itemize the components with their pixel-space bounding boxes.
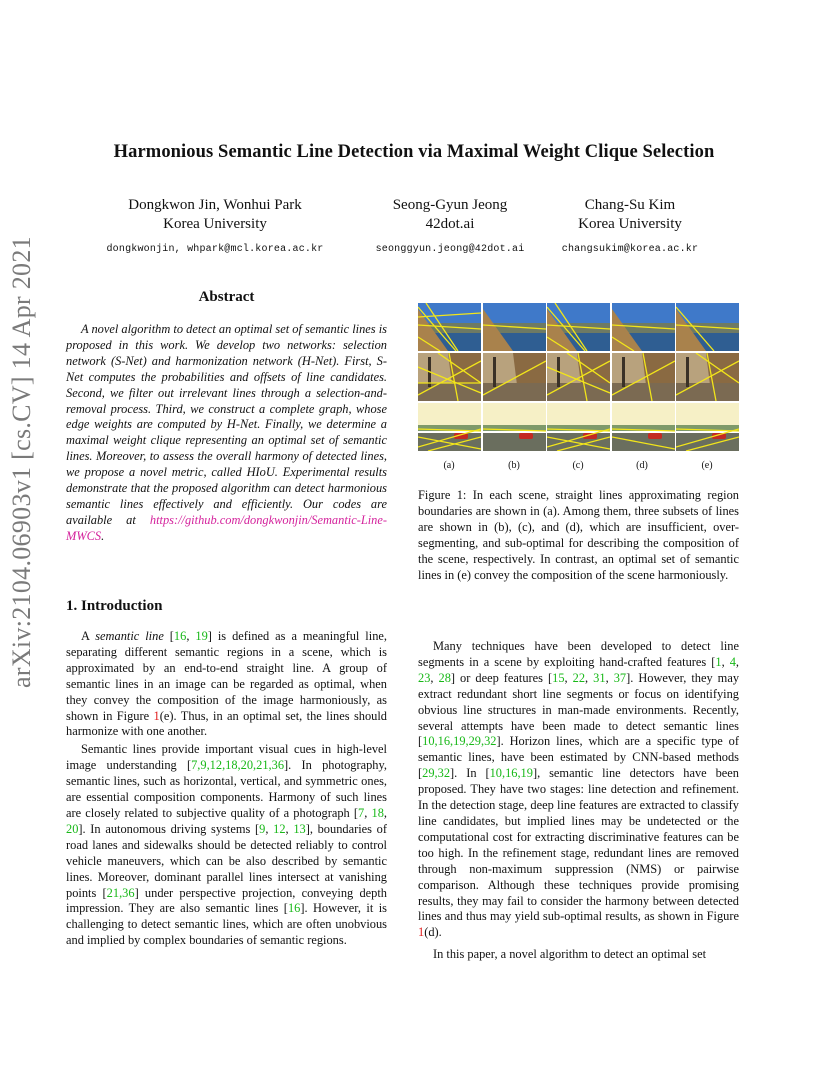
author-affiliation: 42dot.ai [425,216,475,232]
citation-link[interactable]: 7 [358,805,365,820]
figure-label-c: (c) [572,460,584,471]
citation-link[interactable]: 22 [572,670,586,685]
citation-link[interactable]: 37 [613,670,627,685]
citation-link[interactable]: 7,9,12,18,20,21,36 [191,758,285,773]
citation-link[interactable]: 12 [273,821,286,836]
author-email: dongkwonjin, whpark@mcl.korea.ac.kr [106,244,324,255]
figure-image-bridge-b [483,353,546,401]
paper-title: Harmonious Semantic Line Detection via Maximal Weight Clique Selection [113,142,715,162]
citation-link[interactable]: 15 [552,670,565,685]
citation-link[interactable]: 10,16,19 [489,766,533,781]
figure-ref-link[interactable]: 1 [418,925,425,940]
author-email: seonggyun.jeong@42dot.ai [375,244,525,255]
figure-image-lake-c [547,303,610,351]
figure-image-lake-b [483,303,546,351]
figure-image-bridge-d [612,353,675,401]
author-names: Chang-Su Kim [584,197,676,213]
abstract-end: . [101,528,105,543]
citation-link[interactable]: 21,36 [106,885,135,900]
figure-label-b: (b) [508,460,520,471]
author-names: Seong-Gyun Jeong [392,197,508,213]
figure-image-road-b [483,403,546,451]
code-link[interactable]: https://github.com/dongkwonjin/Semantic-Line-MWCS [66,512,387,543]
right-paragraph-1: Many techniques have been developed to detect line segments in a scene by exploiting hand-crafted features [1, 4, 23, 28] or deep features [15, 22, 31, 37]. However, they may extract redundant short line segments or focus on identifying obvious line structures in man-made environments. Recently, several attempts have been made to detect semantic lines [10,16,19,29,32]. Horizon lines, which are a specific type of semantic lines, have been estimated by CNN-based methods [29,32]. In [10,16,19], semantic line detectors have been proposed. They have two stages: line detection and refinement. In the detection stage, deep line features are extracted to classify line candidates, but implied lines may be undetected or the computational cost for extracting discriminative features can be too high. In the refinement stage, redundant lines are removed through non-maximum suppression (NMS) or pairwise comparison. Although these techniques provide promising results, they may fail to consider the harmony between detected lines and thus may yield sub-optimal results, as shown in Figure 1(d). [418,639,740,940]
figure-image-bridge-e [676,353,739,401]
intro-paragraph-2: Semantic lines provide important visual cues in high-level image understanding [7,9,12,18,20,21,36]. In photography, semantic lines, such as horizontal, vertical, and symmetric ones, are essential composition components. Harmony of such lines are closely related to subjective quality of a photograph [7, 18, 20]. In autonomous driving systems [9, 12, 13], boundaries of road lanes and sidewalks should be detected reliably to control vehicle maneuvers, which can be also described by semantic lines. Moreover, dominant parallel lines intersect at vanishing points [21,36] under perspective projection, conveying depth impression. They are also semantic lines [16]. However, it is challenging to detect semantic lines, which are often unobvious and implied by complex boundaries of semantic regions. [66,742,387,948]
author-email: changsukim@korea.ac.kr [561,244,699,255]
figure-image-lake-e [676,303,739,351]
figure-image-road-c [547,403,610,451]
citation-link[interactable]: 16 [173,629,187,643]
author-block-2 [350,196,550,259]
intro-paragraph-1: A semantic line [16, 19] is defined as a meaningful line, separating different semantic regions in a scene, which is approximated by an end-to-end straight line. A group of semantic lines in an image can be regarded as optimal, when they convey the composition of the image harmoniously, as shown in Figure 1(e). Thus, in an optimal set, the lines should harmonize with one another. [66,629,388,739]
figure-label-e: (e) [701,460,713,471]
citation-link[interactable]: 28 [438,670,451,685]
abstract-body [66,322,387,545]
abstract-heading: Abstract [198,289,255,305]
citation-link[interactable]: 9 [259,821,266,836]
citation-link[interactable]: 18 [371,805,384,820]
author-affiliation: Korea University [163,216,267,232]
author-names: Dongkwon Jin, Wonhui Park [128,197,302,213]
figure-image-lake-d [612,303,675,351]
citation-link[interactable]: 4 [729,654,736,669]
author-block-3 [540,196,720,259]
right-paragraph-2: In this paper, a novel algorithm to detect an optimal set [433,947,707,962]
figure-image-bridge-a [418,353,481,401]
abstract-text: A novel algorithm to detect an optimal set of semantic lines is proposed in this work. We develop two networks: selection network (S-Net) and harmonization network (H-Net). First, S-Net computes the probabilities and offsets of line candidates. Second, we filter out irrelevant lines through a selection-and-removal process. Third, we construct a complete graph, whose edge weights are computed by H-Net. Finally, we determine a maximal weight clique representing an optimal set of semantic lines. Moreover, to assess the overall harmony of detected lines, we propose a novel metric, called HIoU. Experimental results demonstrate that the proposed algorithm can detect harmonious semantic lines effectively and efficiently. Our codes are available at [66,322,387,527]
figure-image-lake-a [418,303,481,351]
figure-label-d: (d) [636,460,648,471]
figure-image-road-a [418,403,481,451]
author-affiliation: Korea University [578,216,682,232]
arxiv-stamp-text: arXiv:2104.06903v1 [cs.CV] 14 Apr 2021 [7,236,36,688]
citation-link[interactable]: 19 [195,629,208,643]
right-column-body [418,639,739,963]
figure-label-a: (a) [443,460,455,471]
introduction-body [66,629,387,949]
citation-link[interactable]: 16 [287,901,301,916]
citation-link[interactable]: 10,16,19,29,32 [422,734,497,749]
citation-link[interactable]: 29,32 [422,766,451,781]
figure-1-grid [418,303,739,451]
figure-image-road-d [612,403,675,451]
citation-link[interactable]: 23 [418,670,431,685]
figure-ref-link[interactable]: 1 [153,708,160,723]
citation-link[interactable]: 31 [593,670,606,685]
citation-link[interactable]: 1 [715,654,722,669]
term-semantic-line: semantic line [95,629,164,643]
figure-1-caption: Figure 1: In each scene, straight lines approximating region boundaries are shown in (a). Among them, three subsets of lines are shown in (b), (c), and (d), which are insufficient, over-segmenting, and sub-optimal for describing the composition of the scene, respectively. In contrast, an optimal set of semantic lines in (e) convey the composition of the scene harmoniously. [418,488,739,582]
figure-image-road-e [676,403,739,451]
citation-link[interactable]: 13 [293,821,306,836]
figure-image-bridge-c [547,353,610,401]
figure-1-labels [418,460,739,474]
citation-link[interactable]: 20 [66,821,79,836]
introduction-heading: 1. Introduction [66,598,163,614]
author-block-1 [92,196,338,259]
